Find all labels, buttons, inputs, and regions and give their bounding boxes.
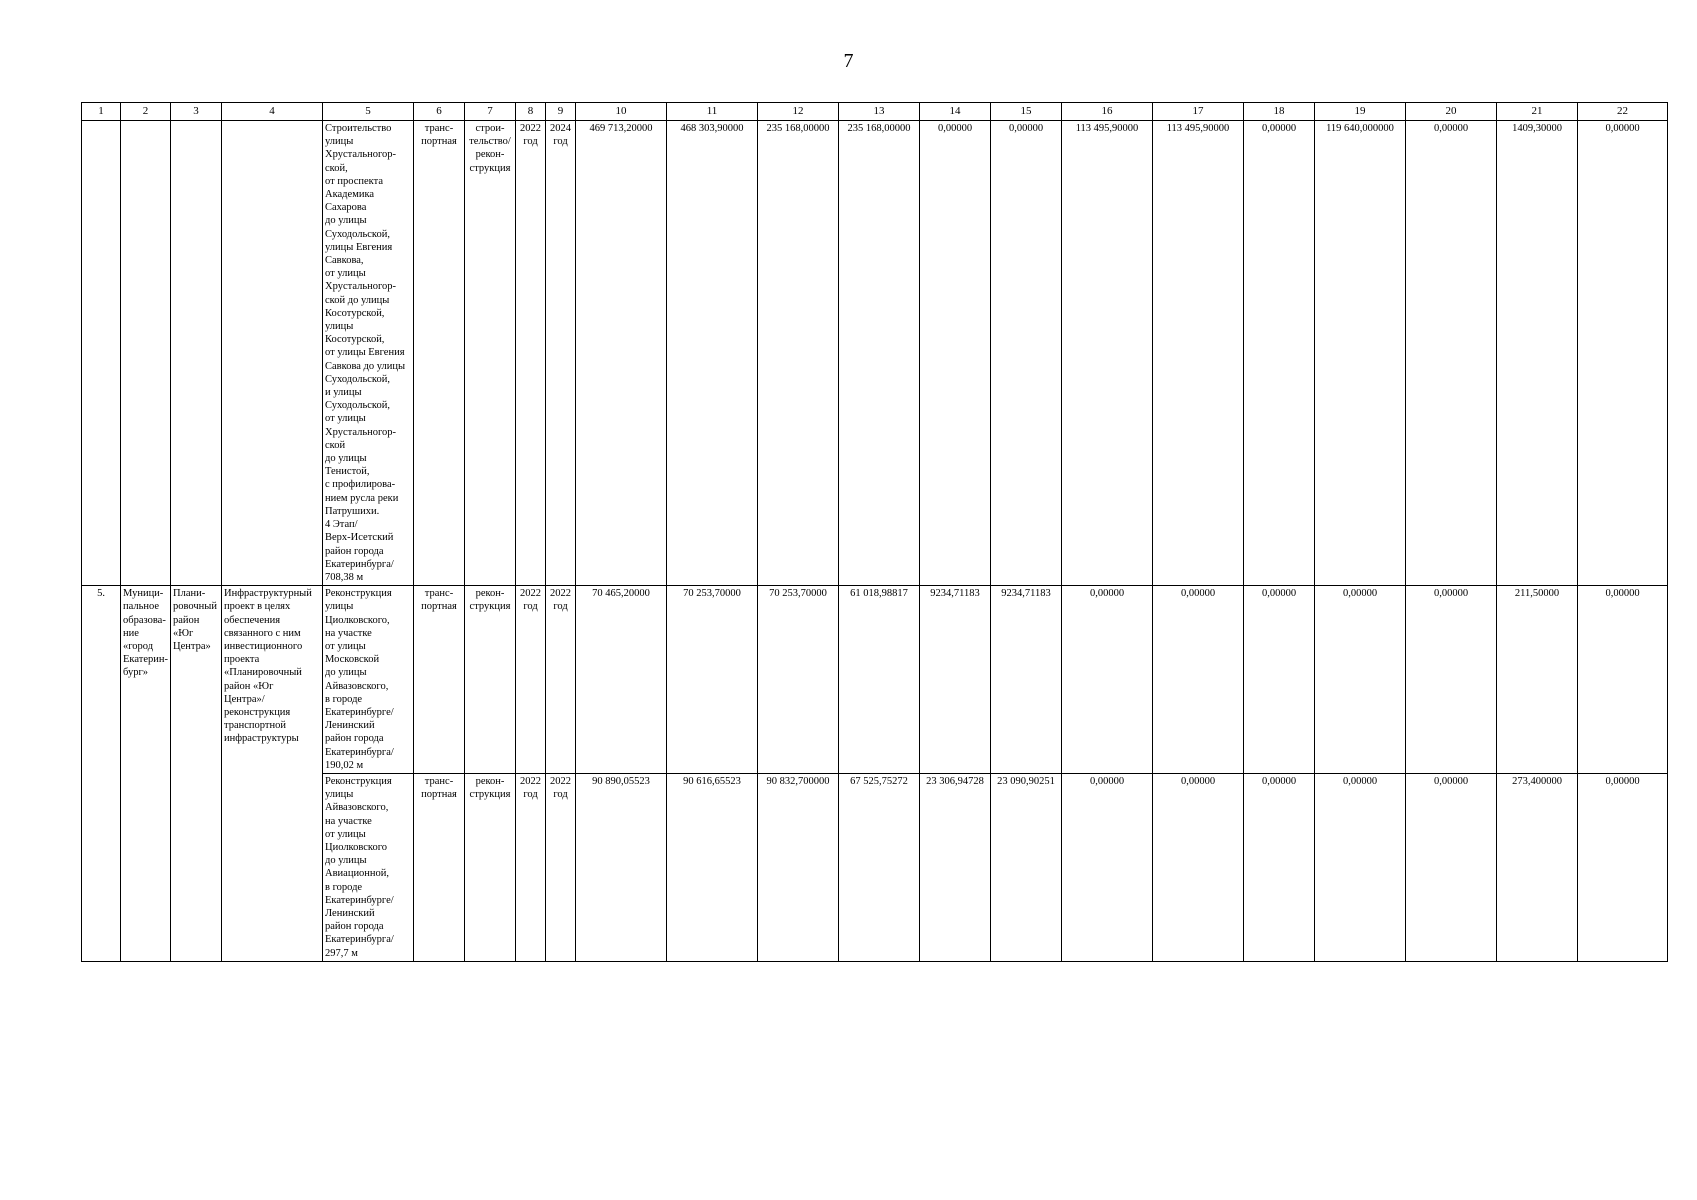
- start-year-cell: 2022 год: [516, 773, 546, 961]
- value-cell: 0,00000: [1406, 121, 1497, 586]
- column-number: 3: [171, 103, 222, 121]
- column-number: 1: [82, 103, 121, 121]
- value-cell: 90 832,700000: [758, 773, 839, 961]
- value-cell: 70 465,20000: [576, 586, 667, 774]
- value-cell: 1409,30000: [1497, 121, 1578, 586]
- value-cell: 0,00000: [1406, 773, 1497, 961]
- project-cell: Инфраструктурный проект в целях обеспечения связанного с ним инвестиционного проекта «Планировочный район «Юг Центра»/ реконструкция транспортной инфраструктуры: [222, 586, 323, 962]
- value-cell: 113 495,90000: [1153, 121, 1244, 586]
- object-description-cell: Строительство улицы Хрустальногор- ской, от проспекта Академика Сахарова до улицы Суходольской, улицы Евгения Савкова, от улицы Хрустальногор- ской до улицы Косотурской, улицы Косотурской, от улицы Евгения Савкова до улицы Суходольской, и улицы Суходольской, от улицы Хрустальногор- ской до улицы Тенистой, с профилирова- нием русла реки Патрушихи. 4 Этап/ Верх-Исетский район города Екатеринбурга/ 708,38 м: [323, 121, 414, 586]
- column-number: 2: [121, 103, 171, 121]
- table-row: [82, 586, 1668, 774]
- value-cell: 67 525,75272: [839, 773, 920, 961]
- column-number: 14: [920, 103, 991, 121]
- value-cell: 9234,71183: [991, 586, 1062, 774]
- column-number-header-row: [82, 103, 1668, 121]
- column-number: 16: [1062, 103, 1153, 121]
- end-year-cell: 2022 год: [546, 586, 576, 774]
- value-cell: 90 890,05523: [576, 773, 667, 961]
- value-cell: 211,50000: [1497, 586, 1578, 774]
- column-number: 9: [546, 103, 576, 121]
- value-cell: 0,00000: [1153, 773, 1244, 961]
- column-number: 5: [323, 103, 414, 121]
- column-number: 11: [667, 103, 758, 121]
- object-description-cell: Реконструкция улицы Айвазовского, на участке от улицы Циолковского до улицы Авиационной, в городе Екатеринбурге/ Ленинский район города Екатеринбурга/ 297,7 м: [323, 773, 414, 961]
- column-number: 19: [1315, 103, 1406, 121]
- value-cell: 0,00000: [991, 121, 1062, 586]
- row-number: [82, 121, 121, 586]
- column-number: 20: [1406, 103, 1497, 121]
- value-cell: 0,00000: [1578, 773, 1668, 961]
- column-number: 7: [465, 103, 516, 121]
- infrastructure-type-cell: транс- портная: [414, 121, 465, 586]
- value-cell: 0,00000: [1244, 121, 1315, 586]
- value-cell: 61 018,98817: [839, 586, 920, 774]
- data-table: [81, 102, 1668, 962]
- table-row: [82, 121, 1668, 586]
- value-cell: 90 616,65523: [667, 773, 758, 961]
- start-year-cell: 2022 год: [516, 586, 546, 774]
- value-cell: 23 306,94728: [920, 773, 991, 961]
- value-cell: 0,00000: [1062, 773, 1153, 961]
- column-number: 10: [576, 103, 667, 121]
- column-number: 17: [1153, 103, 1244, 121]
- value-cell: 0,00000: [1153, 586, 1244, 774]
- end-year-cell: 2024 год: [546, 121, 576, 586]
- work-type-cell: строи- тельство/ рекон- струкция: [465, 121, 516, 586]
- infrastructure-type-cell: транс- портная: [414, 773, 465, 961]
- column-number: 4: [222, 103, 323, 121]
- value-cell: 70 253,70000: [667, 586, 758, 774]
- value-cell: 119 640,000000: [1315, 121, 1406, 586]
- district-cell: Плани- ровочный район «Юг Центра»: [171, 586, 222, 962]
- value-cell: 235 168,00000: [758, 121, 839, 586]
- value-cell: 0,00000: [1244, 586, 1315, 774]
- municipality-cell: Муници- пальное образова- ние «город Екатерин- бург»: [121, 586, 171, 962]
- value-cell: 469 713,20000: [576, 121, 667, 586]
- value-cell: 70 253,70000: [758, 586, 839, 774]
- value-cell: 23 090,90251: [991, 773, 1062, 961]
- value-cell: 0,00000: [1578, 586, 1668, 774]
- column-number: 13: [839, 103, 920, 121]
- value-cell: 9234,71183: [920, 586, 991, 774]
- end-year-cell: 2022 год: [546, 773, 576, 961]
- value-cell: 273,400000: [1497, 773, 1578, 961]
- value-cell: 113 495,90000: [1062, 121, 1153, 586]
- value-cell: 468 303,90000: [667, 121, 758, 586]
- column-number: 8: [516, 103, 546, 121]
- column-number: 21: [1497, 103, 1578, 121]
- column-number: 22: [1578, 103, 1668, 121]
- value-cell: 0,00000: [920, 121, 991, 586]
- page-number: 7: [843, 50, 854, 72]
- object-description-cell: Реконструкция улицы Циолковского, на участке от улицы Московской до улицы Айвазовского, в городе Екатеринбурге/ Ленинский район города Екатеринбурга/ 190,02 м: [323, 586, 414, 774]
- project-cell: [222, 121, 323, 586]
- column-number: 15: [991, 103, 1062, 121]
- value-cell: 0,00000: [1244, 773, 1315, 961]
- work-type-cell: рекон- струкция: [465, 773, 516, 961]
- row-number: 5.: [82, 586, 121, 962]
- district-cell: [171, 121, 222, 586]
- work-type-cell: рекон- струкция: [465, 586, 516, 774]
- value-cell: 0,00000: [1315, 586, 1406, 774]
- column-number: 12: [758, 103, 839, 121]
- value-cell: 235 168,00000: [839, 121, 920, 586]
- infrastructure-type-cell: транс- портная: [414, 586, 465, 774]
- column-number: 18: [1244, 103, 1315, 121]
- value-cell: 0,00000: [1578, 121, 1668, 586]
- municipality-cell: [121, 121, 171, 586]
- value-cell: 0,00000: [1315, 773, 1406, 961]
- start-year-cell: 2022 год: [516, 121, 546, 586]
- value-cell: 0,00000: [1062, 586, 1153, 774]
- value-cell: 0,00000: [1406, 586, 1497, 774]
- column-number: 6: [414, 103, 465, 121]
